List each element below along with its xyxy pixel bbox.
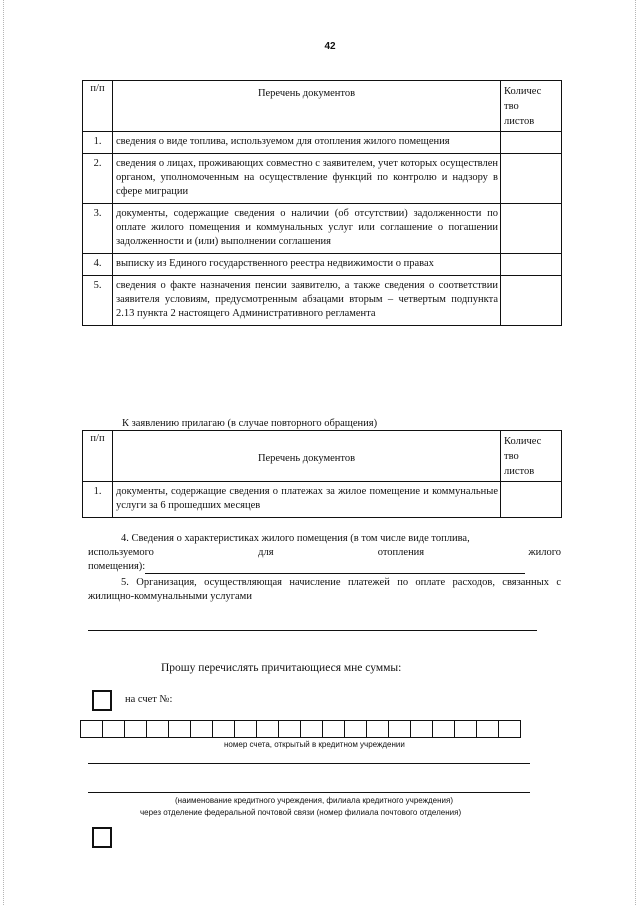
account-number-grid[interactable]: [80, 720, 521, 738]
row-count[interactable]: [501, 482, 562, 518]
table-header-row: [83, 81, 562, 132]
account-digit-cell[interactable]: [169, 721, 191, 737]
row-number: 5.: [83, 276, 113, 326]
table-row: [83, 132, 562, 154]
row-document: сведения о факте назначения пенсии заявителю, а также сведения о соответствии заявителя условиям, предусмотренным абзацами вторым – четвертым подпункта 2.13 пункта 2 настоящего Административного регламента: [113, 276, 501, 326]
paragraph-4-line2: [88, 546, 561, 560]
paragraph-4-line3: [88, 560, 561, 574]
row-number: 2.: [83, 154, 113, 204]
account-digit-cell[interactable]: [103, 721, 125, 737]
word: отопления: [377, 547, 425, 558]
page-edge-right: [635, 0, 636, 905]
row-document: выписку из Единого государственного реестра недвижимости о правах: [113, 254, 501, 276]
bank-caption: (наименование кредитного учреждения, филиала кредитного учреждения): [175, 796, 454, 805]
table-row: [83, 254, 562, 276]
paragraph-5: 5. Организация, осуществляющая начисление платежей по оплате расходов, связанных с жилищно-коммунальными услугами: [88, 577, 561, 602]
page-number: 42: [324, 41, 336, 52]
row-count[interactable]: [501, 204, 562, 254]
account-digit-cell[interactable]: [191, 721, 213, 737]
header-title: Перечень документов: [113, 431, 501, 482]
bank-name-field[interactable]: [88, 763, 530, 764]
header-count-line: тво: [504, 451, 519, 462]
header-count-line: Количес: [504, 86, 542, 97]
account-digit-cell[interactable]: [257, 721, 279, 737]
word: для: [258, 547, 274, 558]
account-digit-cell[interactable]: [433, 721, 455, 737]
documents-table: [82, 80, 562, 326]
account-digit-cell[interactable]: [323, 721, 345, 737]
header-count: [501, 431, 562, 482]
word: жилого: [528, 547, 561, 558]
post-caption: через отделение федеральной почтовой связи (номер филиала почтового отделения): [140, 808, 462, 817]
table-row: [83, 482, 562, 518]
row-document: документы, содержащие сведения о наличии (об отсутствии) задолженности по оплате жилого помещения и коммунальных услуг или соглашение о погашении задолженности и (или) выполнении соглашения: [113, 204, 501, 254]
account-digit-cell[interactable]: [455, 721, 477, 737]
account-digit-cell[interactable]: [81, 721, 103, 737]
account-digit-cell[interactable]: [411, 721, 433, 737]
account-digit-cell[interactable]: [235, 721, 257, 737]
page-edge-left: [3, 0, 4, 905]
account-digit-cell[interactable]: [345, 721, 367, 737]
table-row: [83, 154, 562, 204]
paragraph-4-line1: 4. Сведения о характеристиках жилого помещения (в том числе виде топлива,: [121, 533, 470, 544]
account-digit-cell[interactable]: [477, 721, 499, 737]
payment-request: Прошу перечислять причитающиеся мне суммы:: [161, 662, 402, 674]
row-number: 1.: [83, 132, 113, 154]
header-count-line: Количес: [504, 436, 542, 447]
table-row: [83, 204, 562, 254]
post-checkbox[interactable]: [92, 827, 112, 848]
header-count-line: листов: [504, 116, 535, 127]
account-digit-cell[interactable]: [125, 721, 147, 737]
account-digit-cell[interactable]: [147, 721, 169, 737]
row-count[interactable]: [501, 154, 562, 204]
account-digit-cell[interactable]: [213, 721, 235, 737]
header-title: Перечень документов: [113, 81, 501, 132]
paragraph-4-label: помещения):: [88, 561, 146, 572]
row-number: 4.: [83, 254, 113, 276]
fuel-type-field[interactable]: [145, 563, 525, 574]
header-count-line: листов: [504, 466, 535, 477]
word: используемого: [88, 547, 154, 558]
paragraph-4: [88, 532, 561, 574]
attach-caption: К заявлению прилагаю (в случае повторного обращения): [122, 418, 378, 429]
bank-branch-field[interactable]: [88, 792, 530, 793]
header-num: п/п: [83, 431, 113, 482]
account-digit-cell[interactable]: [279, 721, 301, 737]
account-digit-cell[interactable]: [301, 721, 323, 737]
header-num: п/п: [83, 81, 113, 132]
table-row: [83, 276, 562, 326]
row-number: 3.: [83, 204, 113, 254]
account-digit-cell[interactable]: [499, 721, 520, 737]
row-document: сведения о виде топлива, используемом для отопления жилого помещения: [113, 132, 501, 154]
account-digit-cell[interactable]: [367, 721, 389, 737]
account-checkbox[interactable]: [92, 690, 112, 711]
account-caption: номер счета, открытый в кредитном учреждении: [224, 740, 405, 749]
row-number: 1.: [83, 482, 113, 518]
header-count-line: тво: [504, 101, 519, 112]
table-header-row: [83, 431, 562, 482]
account-digit-cell[interactable]: [389, 721, 411, 737]
row-count[interactable]: [501, 132, 562, 154]
row-count[interactable]: [501, 276, 562, 326]
row-document: сведения о лицах, проживающих совместно с заявителем, учет которых осуществлен органом, уполномоченным на осуществление функций по контролю и надзору в сфере миграции: [113, 154, 501, 204]
header-count: [501, 81, 562, 132]
organization-field[interactable]: [88, 630, 537, 631]
repeat-documents-table: [82, 430, 562, 518]
row-count[interactable]: [501, 254, 562, 276]
row-document: документы, содержащие сведения о платежах за жилое помещение и коммунальные услуги за 6 прошедших месяцев: [113, 482, 501, 518]
account-label: на счет №:: [125, 694, 173, 705]
